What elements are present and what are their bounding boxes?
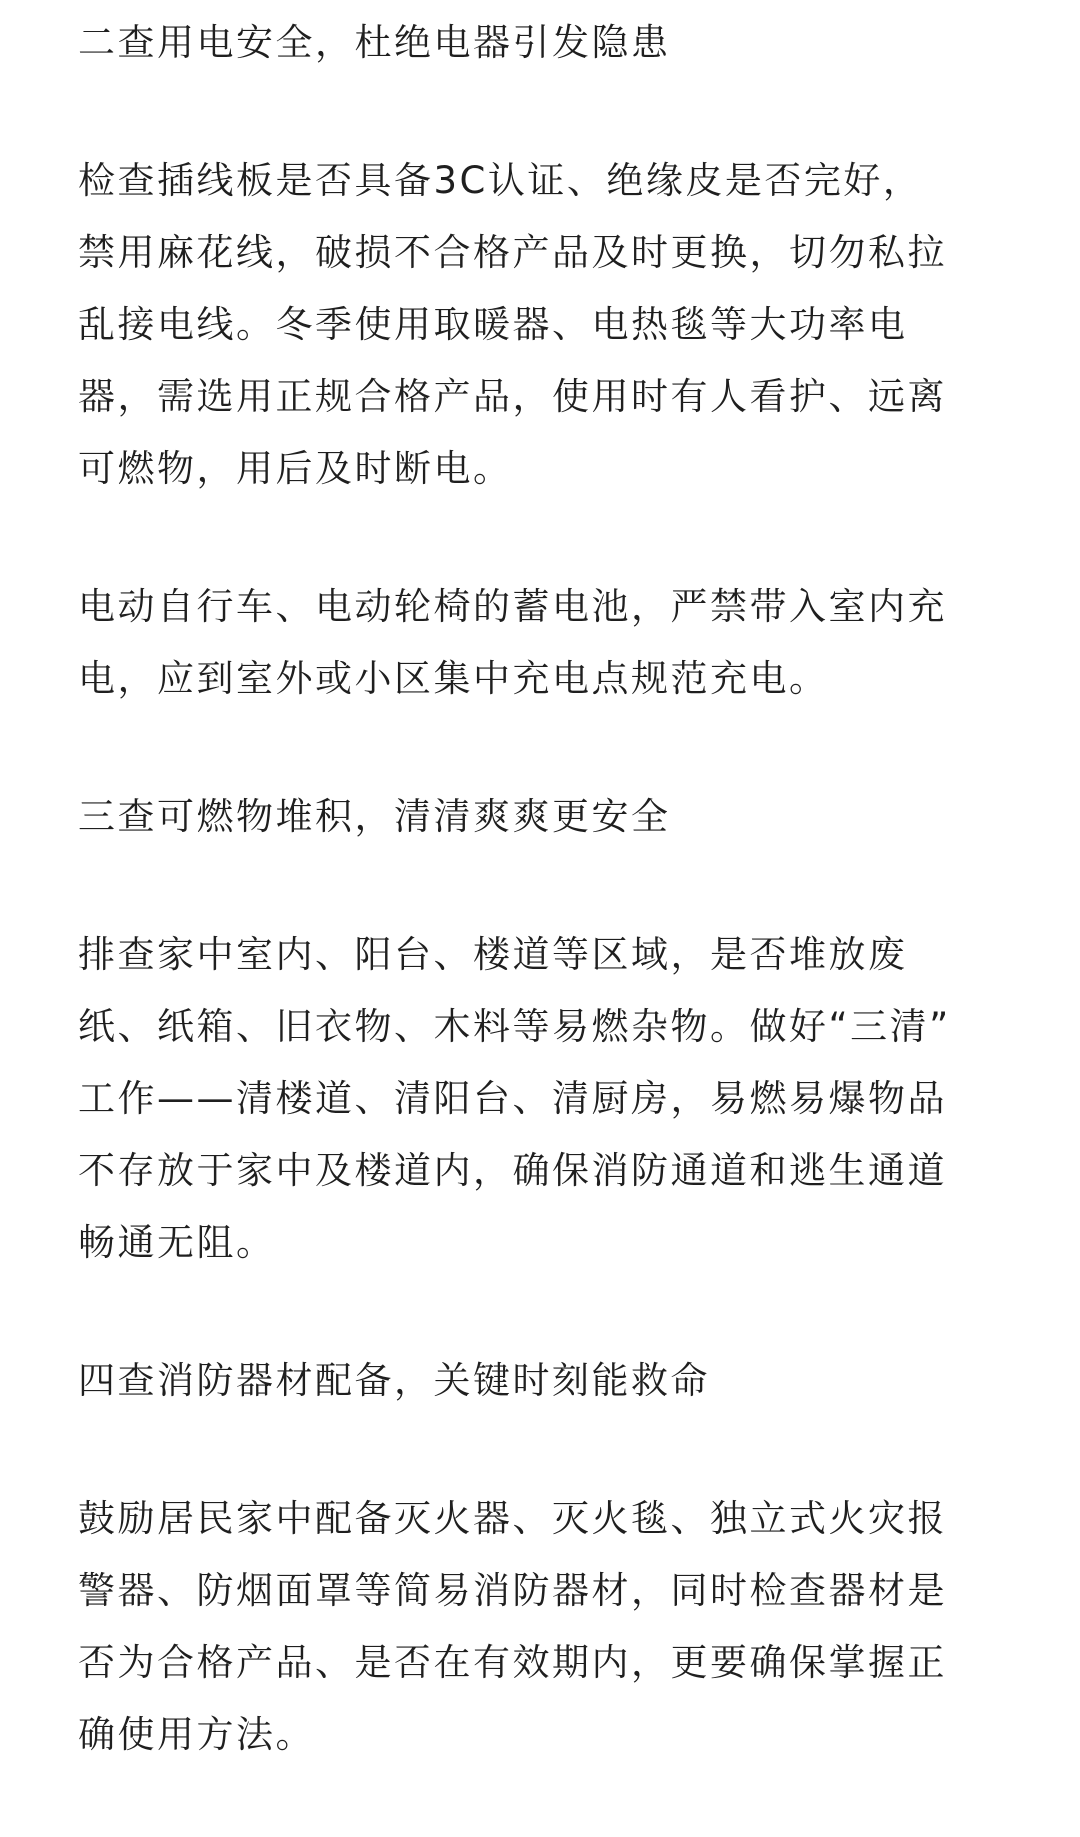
- body-paragraph: [78, 145, 1018, 505]
- text-line: 不存放于家中及楼道内，确保消防通道和逃生通道: [78, 1149, 947, 1192]
- text-line: 电，应到室外或小区集中充电点规范充电。: [78, 657, 829, 700]
- body-paragraph: [78, 919, 1018, 1279]
- section-heading: [78, 781, 1018, 853]
- article-body: [78, 7, 1018, 1837]
- text-line: 纸、纸箱、旧衣物、木料等易燃杂物。做好“三清”: [78, 1005, 951, 1048]
- text-line: 检查插线板是否具备3C认证、绝缘皮是否完好，: [78, 159, 923, 202]
- text-line: 禁用麻花线，破损不合格产品及时更换，切勿私拉: [78, 231, 947, 274]
- text-line: 排查家中室内、阳台、楼道等区域，是否堆放废: [78, 933, 908, 976]
- text-line: 畅通无阻。: [78, 1221, 276, 1264]
- text-line: 可燃物，用后及时断电。: [78, 447, 513, 490]
- text-line: 乱接电线。冬季使用取暖器、电热毯等大功率电: [78, 303, 908, 346]
- body-paragraph: [78, 1483, 1018, 1771]
- text-line: 否为合格产品、是否在有效期内，更要确保掌握正: [78, 1641, 947, 1684]
- text-line: 确使用方法。: [78, 1713, 315, 1756]
- text-line: 电动自行车、电动轮椅的蓄电池，严禁带入室内充: [78, 585, 947, 628]
- section-heading: [78, 7, 1018, 79]
- text-line: 器，需选用正规合格产品，使用时有人看护、远离: [78, 375, 947, 418]
- text-line: 三查可燃物堆积，清清爽爽更安全: [78, 795, 671, 838]
- text-line: 二查用电安全，杜绝电器引发隐患: [78, 21, 671, 64]
- text-line: 警器、防烟面罩等简易消防器材，同时检查器材是: [78, 1569, 947, 1612]
- section-heading: [78, 1345, 1018, 1417]
- text-line: 四查消防器材配备，关键时刻能救命: [78, 1359, 710, 1402]
- text-line: 工作——清楼道、清阳台、清厨房，易燃易爆物品: [78, 1077, 947, 1120]
- body-paragraph: [78, 571, 1018, 715]
- text-line: 鼓励居民家中配备灭火器、灭火毯、独立式火灾报: [78, 1497, 947, 1540]
